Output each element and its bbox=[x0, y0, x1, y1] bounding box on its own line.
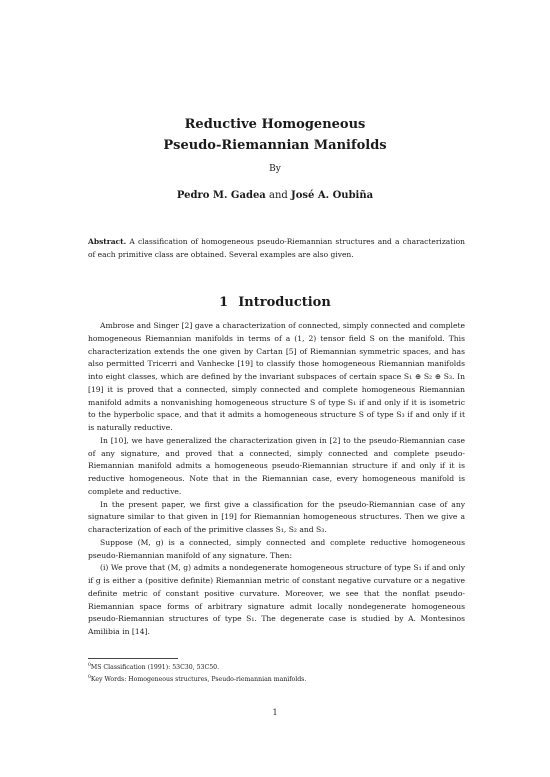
abstract bbox=[88, 235, 465, 261]
paragraph: In the present paper, we first give a classification for the pseudo-Riemannian case of any signature similar to that given in [19] for Riemannian homogeneous structures. Then we give a characterization of each of the primitive classes S₁, S₂ and S₃. bbox=[88, 499, 465, 534]
paper-title-line1: Reductive Homogeneous bbox=[184, 117, 366, 132]
paragraph: Suppose (M, g) is a connected, simply connected and complete reductive homogeneous pseudo-Riemannian manifold of any signature. Then: bbox=[88, 537, 465, 560]
footnote-mark: 0 bbox=[88, 663, 91, 668]
author-line bbox=[0, 189, 550, 202]
footnotes bbox=[88, 661, 465, 685]
author-conjunction: and bbox=[268, 190, 288, 201]
footnote bbox=[88, 661, 465, 673]
footnote bbox=[88, 673, 465, 685]
paragraph: In [10], we have generalized the characterization given in [2] to the pseudo-Riemannian case of any signature, and proved that a connected, simply connected and complete pseudo-Riemannian manifold admits a homogeneous pseudo-Riemannian structure if and only if it is reductive homogeneous. Note that in the Riemannian case, every homogeneous manifold is complete and reductive. bbox=[88, 435, 465, 496]
body-text bbox=[88, 320, 465, 639]
paragraph: (i) We prove that (M, g) admits a nondegenerate homogeneous structure of type S₁ if and only if g is either a (positive definite) Riemannian metric of constant negative curvature or a negative definite metric of constant positive curvature. Moreover, we see that the nonflat pseudo-Riemannian space forms of arbitrary signature admit locally nondegenerate homogeneous pseudo-Riemannian structures of type S₁. The degenerate case is studied by A. Montesinos Amilibia in [14]. bbox=[88, 563, 465, 636]
author-2: José A. Oubiña bbox=[290, 190, 374, 201]
footnote-mark: 0 bbox=[88, 675, 91, 681]
author-1: Pedro M. Gadea bbox=[176, 190, 266, 201]
paragraph: Ambrose and Singer [2] gave a characterization of connected, simply connected and complete homogeneous Riemannian manifolds in terms of a (1, 2) tensor field S on the manifold. This characterization extends the one given by Cartan [5] of Riemannian symmetric spaces, and has also permitted Tricerri and Vanhecke [19] to classify those homogeneous Riemannian manifolds into eight classes, which are defined by the invariant subspaces of certain space S₁ ⊕ S₂ ⊕ S₃. In [19] it is proved that a connected, simply connected and complete homogeneous Riemannian manifold admits a nonvanishing homogeneous structure S of type S₁ if and only if it is isometric to the hyperbolic space, and that it admits a homogeneous structure S of type S₃ if and only if it is naturally reductive. bbox=[88, 321, 465, 432]
section-heading bbox=[0, 295, 550, 311]
paper-title-line2: Pseudo-Riemannian Manifolds bbox=[163, 138, 387, 153]
footnote-text: Key Words: Homogeneous structures, Pseudo-riemannian manifolds. bbox=[90, 676, 307, 684]
abstract-label: Abstract. bbox=[88, 237, 127, 246]
section-number: 1 bbox=[219, 295, 229, 310]
abstract-text: A classification of homogeneous pseudo-Riemannian structures and a characterization of each primitive class are obtained. Several examples are also given. bbox=[88, 237, 465, 259]
footnote-divider bbox=[88, 658, 178, 659]
by-line: By bbox=[269, 164, 281, 174]
footnote-text: MS Classification (1991): 53C30, 53C50. bbox=[90, 664, 220, 672]
page-number: 1 bbox=[272, 708, 278, 717]
section-title: Introduction bbox=[238, 295, 331, 310]
